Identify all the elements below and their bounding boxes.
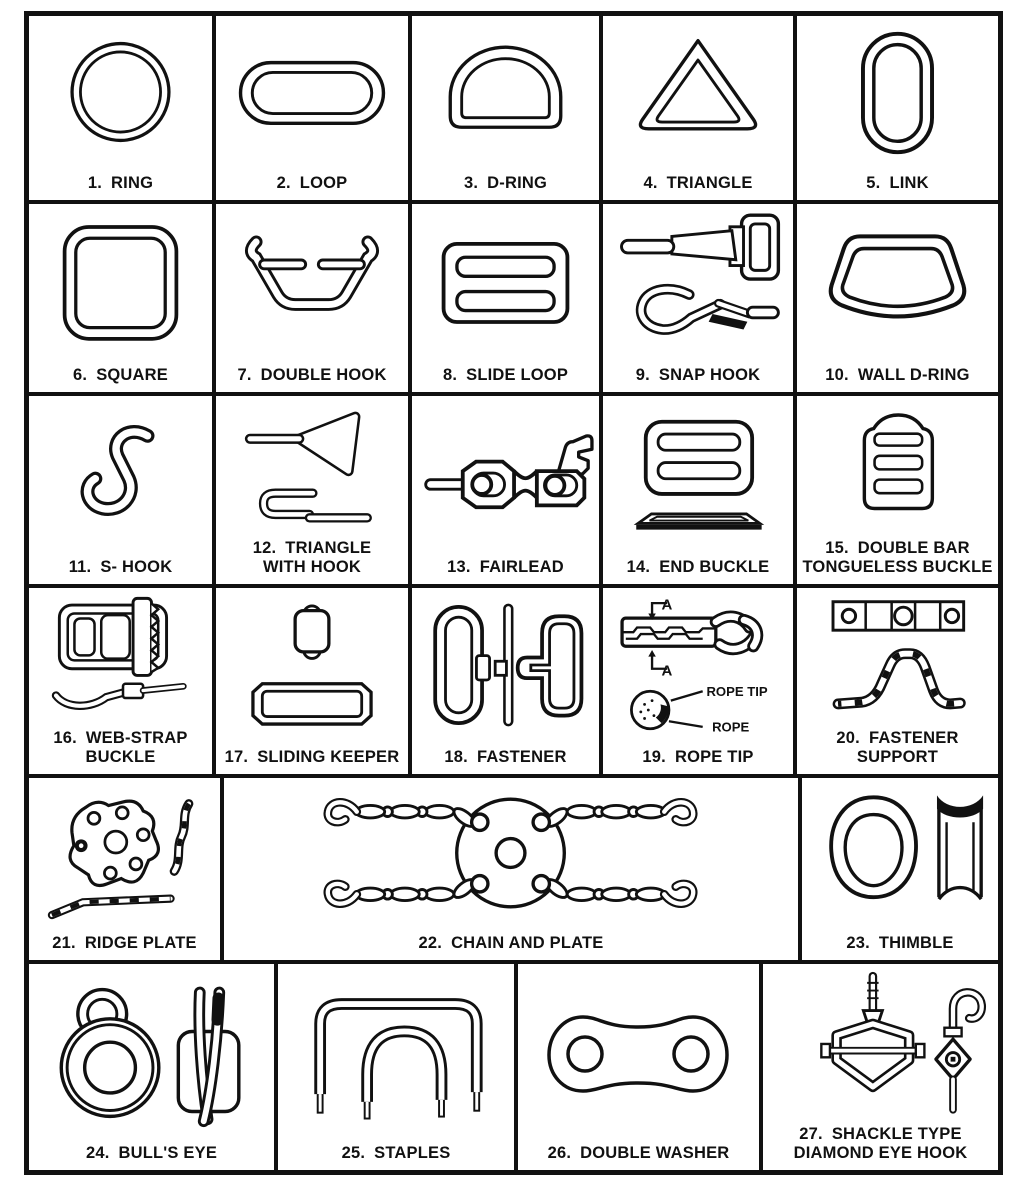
cell-3-d-ring bbox=[412, 16, 603, 200]
row-2 bbox=[29, 204, 998, 396]
cell-10-wall-d-ring bbox=[797, 204, 998, 392]
square-drawing bbox=[32, 206, 209, 358]
d-ring-drawing bbox=[415, 18, 596, 166]
cell-label: 23. THIMBLE bbox=[846, 934, 954, 953]
section-label-a-top: A bbox=[661, 596, 673, 614]
cell-11-s-hook bbox=[29, 396, 216, 584]
fastener-drawing bbox=[415, 590, 596, 740]
cell-19-rope-tip bbox=[603, 588, 797, 774]
cell-label: 16. WEB-STRAP BUCKLE bbox=[53, 729, 188, 767]
cell-21-ridge-plate bbox=[29, 778, 224, 960]
end-buckle-drawing bbox=[606, 398, 790, 550]
ring-drawing bbox=[32, 18, 209, 166]
cell-label: 12. TRIANGLE WITH HOOK bbox=[252, 539, 372, 577]
callout-rope-tip: ROPE TIP bbox=[706, 683, 768, 699]
cell-label: 19. ROPE TIP bbox=[642, 748, 754, 767]
cell-label: 15. DOUBLE BAR TONGUELESS BUCKLE bbox=[802, 539, 993, 577]
triangle-with-hook-drawing bbox=[219, 398, 405, 534]
cell-26-double-washer bbox=[518, 964, 763, 1170]
cell-label: 6. SQUARE bbox=[73, 366, 168, 385]
cell-22-chain-and-plate bbox=[224, 778, 802, 960]
cell-label: 7. DOUBLE HOOK bbox=[237, 366, 387, 385]
cell-label: 8. SLIDE LOOP bbox=[442, 366, 569, 385]
cell-label: 21. RIDGE PLATE bbox=[52, 934, 197, 953]
wall-d-ring-drawing bbox=[800, 206, 995, 358]
cell-17-sliding-keeper bbox=[216, 588, 412, 774]
cell-1-ring bbox=[29, 16, 216, 200]
staples-drawing bbox=[281, 966, 511, 1136]
cell-12-triangle-with-hook bbox=[216, 396, 412, 584]
cell-label: 3. D-RING bbox=[463, 174, 548, 193]
s-hook-drawing bbox=[32, 398, 209, 550]
double-hook-drawing bbox=[219, 206, 405, 358]
sliding-keeper-drawing bbox=[219, 590, 405, 740]
cell-14-end-buckle bbox=[603, 396, 797, 584]
cell-label: 25. STAPLES bbox=[341, 1144, 451, 1163]
cell-2-loop bbox=[216, 16, 412, 200]
chain-and-plate-drawing bbox=[227, 780, 795, 926]
cell-8-slide-loop bbox=[412, 204, 603, 392]
cell-label: 26. DOUBLE WASHER bbox=[547, 1144, 730, 1163]
fairlead-drawing bbox=[415, 398, 596, 550]
link-drawing bbox=[800, 18, 995, 166]
cell-label: 14. END BUCKLE bbox=[626, 558, 770, 577]
cell-20-fastener-support bbox=[797, 588, 998, 774]
loop-drawing bbox=[219, 18, 405, 166]
cell-13-fairlead bbox=[412, 396, 603, 584]
cell-label: 27. SHACKLE TYPE DIAMOND EYE HOOK bbox=[793, 1125, 968, 1163]
cell-label: 11. S- HOOK bbox=[68, 558, 173, 577]
rope-tip-drawing bbox=[606, 590, 790, 740]
cell-label: 17. SLIDING KEEPER bbox=[224, 748, 400, 767]
cell-16-web-strap-buckle bbox=[29, 588, 216, 774]
cell-label: 1. RING bbox=[87, 174, 154, 193]
double-washer-drawing bbox=[521, 966, 756, 1136]
cell-label: 9. SNAP HOOK bbox=[635, 366, 761, 385]
cell-4-triangle bbox=[603, 16, 797, 200]
slide-loop-drawing bbox=[415, 206, 596, 358]
cell-label: 4. TRIANGLE bbox=[643, 174, 753, 193]
row-1 bbox=[29, 16, 998, 204]
snap-hook-drawing bbox=[606, 206, 790, 358]
triangle-drawing bbox=[606, 18, 790, 166]
web-strap-buckle-drawing bbox=[32, 590, 209, 724]
cell-7-double-hook bbox=[216, 204, 412, 392]
cell-9-snap-hook bbox=[603, 204, 797, 392]
double-bar-tongueless-buckle-drawing bbox=[800, 398, 995, 534]
ridge-plate-drawing bbox=[32, 780, 217, 926]
cell-label: 24. BULL'S EYE bbox=[85, 1144, 218, 1163]
row-6 bbox=[29, 964, 998, 1170]
cell-18-fastener bbox=[412, 588, 603, 774]
cell-label: 10. WALL D-RING bbox=[825, 366, 970, 385]
cell-5-link bbox=[797, 16, 998, 200]
cell-24-bulls-eye bbox=[29, 964, 278, 1170]
row-5 bbox=[29, 778, 998, 964]
callout-rope: ROPE bbox=[712, 719, 750, 735]
cell-label: 13. FAIRLEAD bbox=[447, 558, 564, 577]
cell-15-double-bar-tongueless-buckle bbox=[797, 396, 998, 584]
fastener-support-drawing bbox=[800, 590, 995, 724]
row-4 bbox=[29, 588, 998, 778]
cell-label: 20. FASTENER SUPPORT bbox=[836, 729, 959, 767]
shackle-type-diamond-eye-hook-drawing bbox=[766, 966, 995, 1120]
cell-27-shackle-type-diamond-eye-hook bbox=[763, 964, 998, 1170]
cell-label: 2. LOOP bbox=[276, 174, 348, 193]
cell-25-staples bbox=[278, 964, 518, 1170]
thimble-drawing bbox=[805, 780, 995, 926]
cell-label: 22. CHAIN AND PLATE bbox=[418, 934, 604, 953]
section-label-a-bottom: A bbox=[661, 662, 673, 680]
cell-23-thimble bbox=[802, 778, 998, 960]
cell-label: 5. LINK bbox=[866, 174, 929, 193]
cell-label: 18. FASTENER bbox=[444, 748, 567, 767]
cell-6-square bbox=[29, 204, 216, 392]
hardware-chart-grid bbox=[24, 11, 1003, 1175]
bulls-eye-drawing bbox=[32, 966, 271, 1136]
row-3 bbox=[29, 396, 998, 588]
